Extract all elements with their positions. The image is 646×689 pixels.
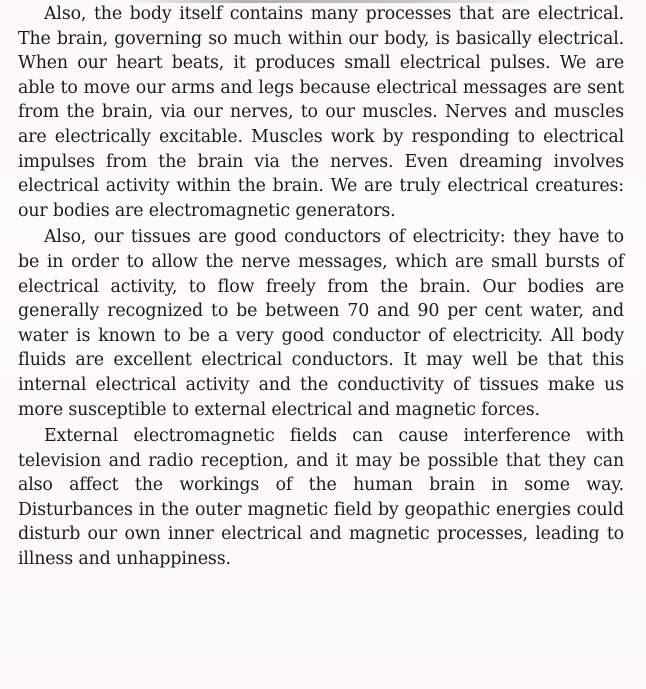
paragraph-tissue-conductors: Also, our tissues are good conductors of electricity: they have to be in order to allow the nerve messages, which are small bursts of electrical activity, to flow freely from the brain. Our bodies are generally recognized to be between 70 and 90 per cent water, and water is known to be a very good conductor of electricity. All body fluids are excellent electrical conductors. It may well be that this internal electrical activity and the conductivity of tissues make us more susceptible to external electrical and magnetic forces. — [18, 227, 624, 420]
paragraph-external-fields: External electromagnetic fields can cause interference with television and radio reception, and it may be possible that they can also affect the workings of the human brain in some way. Disturbances in the outer magnetic field by geopathic energies could disturb our own inner electrical and magnetic processes, leading to illness and unhappiness. — [18, 426, 624, 570]
paragraph-body-electrical: Also, the body itself contains many processes that are electrical. The brain, governing so much within our body, is basically electrical. When our heart beats, it produces small electrical pulses. We are able to move our arms and legs because electrical messages are sent from the brain, via our nerves, to our muscles. Nerves and muscles are electrically excitable. Muscles work by responding to electrical impulses from the brain via the nerves. Even dreaming involves electrical activity within the brain. We are truly electrical creatures: our bodies are electromagnetic generators. — [18, 4, 624, 221]
page-top-edge — [120, 0, 540, 3]
